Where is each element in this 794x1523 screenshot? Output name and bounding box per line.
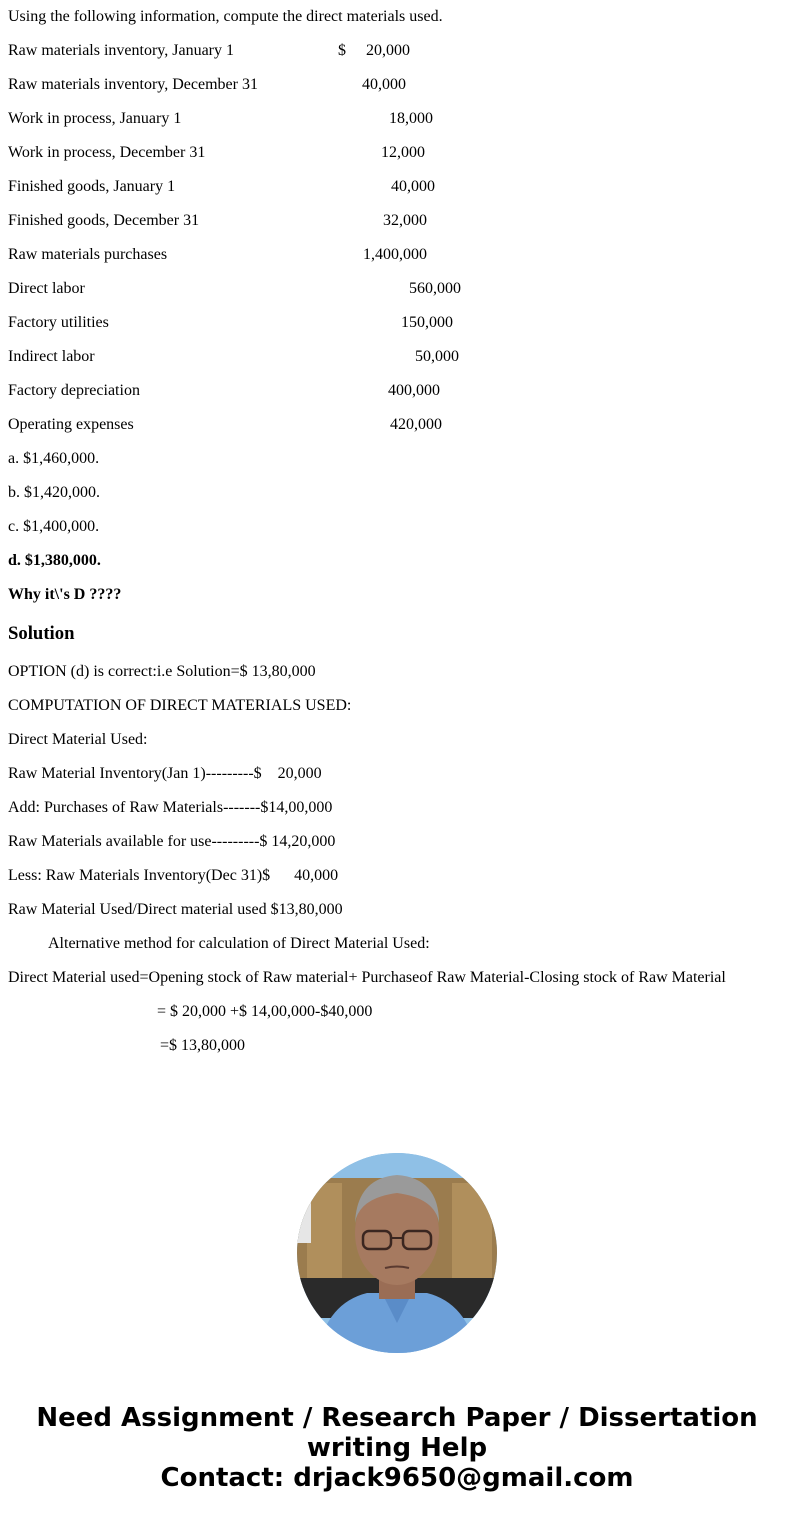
solution-line: Raw Materials available for use---------$ 14,20,000	[8, 833, 336, 850]
item-label: Indirect labor	[8, 348, 95, 365]
question-prompt: Using the following information, compute the direct materials used.	[8, 8, 443, 25]
item-value: 40,000	[391, 178, 435, 195]
solution-line: COMPUTATION OF DIRECT MATERIALS USED:	[8, 697, 352, 714]
item-value: 1,400,000	[363, 246, 427, 263]
item-label: Factory depreciation	[8, 382, 140, 399]
item-label: Direct labor	[8, 280, 85, 297]
item-label: Operating expenses	[8, 416, 134, 433]
item-label: Work in process, December 31	[8, 144, 206, 161]
promo-banner	[0, 1403, 794, 1493]
option-a: a. $1,460,000.	[8, 450, 100, 467]
item-label: Raw materials purchases	[8, 246, 168, 263]
option-d: d. $1,380,000.	[8, 552, 101, 569]
promo-line-2: writing Help	[306, 1433, 488, 1463]
item-label: Factory utilities	[8, 314, 109, 331]
promo-line-1: Need Assignment / Research Paper / Dissertation	[36, 1403, 758, 1433]
item-value: 50,000	[415, 348, 459, 365]
solution-line: Add: Purchases of Raw Materials-------$14,00,000	[8, 799, 333, 816]
followup-question: Why it\'s D ????	[8, 586, 122, 603]
solution-heading: Solution	[8, 623, 75, 644]
item-value: 560,000	[409, 280, 461, 297]
item-value: 18,000	[389, 110, 433, 127]
alternative-step-2: =$ 13,80,000	[160, 1037, 246, 1054]
solution-line: OPTION (d) is correct:i.e Solution=$ 13,80,000	[8, 663, 316, 680]
solution-line: Direct Material Used:	[8, 731, 148, 748]
item-label: Raw materials inventory, January 1	[8, 42, 235, 59]
item-value: 400,000	[388, 382, 440, 399]
item-value: 420,000	[390, 416, 442, 433]
item-value: 32,000	[383, 212, 427, 229]
alternative-formula: Direct Material used=Opening stock of Raw material+ Purchaseof Raw Material-Closing stock of Raw Material	[8, 969, 726, 986]
solution-line: Raw Material Inventory(Jan 1)---------$ 20,000	[8, 765, 322, 782]
item-value: 40,000	[362, 76, 406, 93]
promo-contact: Contact: drjack9650@gmail.com	[160, 1463, 634, 1493]
option-c: c. $1,400,000.	[8, 518, 100, 535]
person-photo-icon	[297, 1153, 497, 1353]
alternative-step-1: = $ 20,000 +$ 14,00,000-$40,000	[157, 1003, 373, 1020]
item-value: 12,000	[381, 144, 425, 161]
alternative-title: Alternative method for calculation of Direct Material Used:	[48, 935, 430, 952]
option-b: b. $1,420,000.	[8, 484, 100, 501]
item-label: Finished goods, January 1	[8, 178, 176, 195]
item-label: Work in process, January 1	[8, 110, 182, 127]
solution-line: Raw Material Used/Direct material used $13,80,000	[8, 901, 343, 918]
item-label: Finished goods, December 31	[8, 212, 200, 229]
solution-line: Less: Raw Materials Inventory(Dec 31)$ 40,000	[8, 867, 339, 884]
item-value: $ 20,000	[338, 42, 410, 59]
tutor-avatar	[297, 1153, 497, 1353]
item-value: 150,000	[401, 314, 453, 331]
item-label: Raw materials inventory, December 31	[8, 76, 258, 93]
